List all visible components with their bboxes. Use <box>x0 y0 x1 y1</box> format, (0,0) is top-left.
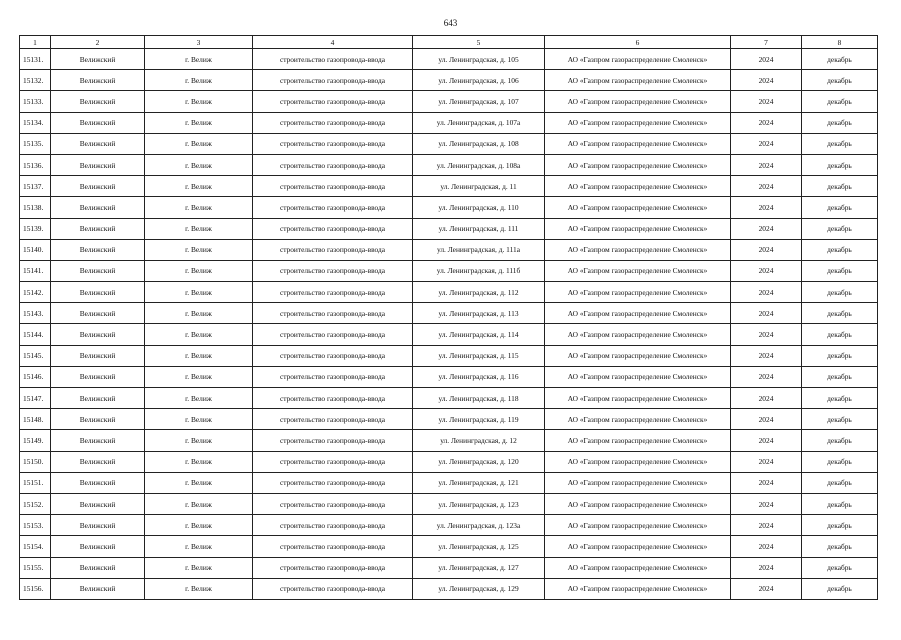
cell-settlement: г. Велиж <box>145 578 253 599</box>
cell-organization: АО «Газпром газораспределение Смоленск» <box>545 324 731 345</box>
cell-settlement: г. Велиж <box>145 493 253 514</box>
cell-district: Велижский <box>51 133 145 154</box>
cell-address: ул. Ленинградская, д. 118 <box>413 388 545 409</box>
cell-address: ул. Ленинградская, д. 120 <box>413 451 545 472</box>
cell-address: ул. Ленинградская, д. 108 <box>413 133 545 154</box>
cell-month: декабрь <box>802 515 878 536</box>
cell-year: 2024 <box>731 303 802 324</box>
cell-district: Велижский <box>51 388 145 409</box>
cell-year: 2024 <box>731 112 802 133</box>
cell-settlement: г. Велиж <box>145 70 253 91</box>
cell-month: декабрь <box>802 366 878 387</box>
table-row <box>20 112 878 133</box>
cell-organization: АО «Газпром газораспределение Смоленск» <box>545 176 731 197</box>
cell-settlement: г. Велиж <box>145 260 253 281</box>
cell-district: Велижский <box>51 451 145 472</box>
cell-year: 2024 <box>731 324 802 345</box>
cell-organization: АО «Газпром газораспределение Смоленск» <box>545 112 731 133</box>
table-body <box>20 49 878 600</box>
cell-district: Велижский <box>51 91 145 112</box>
cell-work-type: строительство газопровода-ввода <box>253 472 413 493</box>
cell-work-type: строительство газопровода-ввода <box>253 557 413 578</box>
cell-organization: АО «Газпром газораспределение Смоленск» <box>545 218 731 239</box>
header-row <box>20 36 878 49</box>
cell-district: Велижский <box>51 409 145 430</box>
cell-organization: АО «Газпром газораспределение Смоленск» <box>545 536 731 557</box>
cell-settlement: г. Велиж <box>145 366 253 387</box>
cell-row-number: 15145. <box>20 345 51 366</box>
cell-work-type: строительство газопровода-ввода <box>253 409 413 430</box>
cell-address: ул. Ленинградская, д. 129 <box>413 578 545 599</box>
column-header-8: 8 <box>802 36 878 49</box>
cell-work-type: строительство газопровода-ввода <box>253 515 413 536</box>
cell-row-number: 15132. <box>20 70 51 91</box>
cell-month: декабрь <box>802 197 878 218</box>
cell-year: 2024 <box>731 239 802 260</box>
table-row <box>20 388 878 409</box>
cell-settlement: г. Велиж <box>145 112 253 133</box>
cell-address: ул. Ленинградская, д. 119 <box>413 409 545 430</box>
cell-row-number: 15143. <box>20 303 51 324</box>
page-number: 643 <box>443 18 458 28</box>
cell-year: 2024 <box>731 366 802 387</box>
cell-address: ул. Ленинградская, д. 123а <box>413 515 545 536</box>
cell-district: Велижский <box>51 303 145 324</box>
cell-month: декабрь <box>802 49 878 70</box>
cell-work-type: строительство газопровода-ввода <box>253 493 413 514</box>
cell-row-number: 15138. <box>20 197 51 218</box>
cell-district: Велижский <box>51 345 145 366</box>
cell-work-type: строительство газопровода-ввода <box>253 451 413 472</box>
table-row <box>20 218 878 239</box>
cell-row-number: 15155. <box>20 557 51 578</box>
cell-address: ул. Ленинградская, д. 114 <box>413 324 545 345</box>
table-row <box>20 366 878 387</box>
cell-settlement: г. Велиж <box>145 49 253 70</box>
cell-district: Велижский <box>51 536 145 557</box>
cell-address: ул. Ленинградская, д. 121 <box>413 472 545 493</box>
cell-row-number: 15135. <box>20 133 51 154</box>
cell-month: декабрь <box>802 218 878 239</box>
cell-month: декабрь <box>802 112 878 133</box>
cell-district: Велижский <box>51 557 145 578</box>
cell-month: декабрь <box>802 409 878 430</box>
cell-year: 2024 <box>731 91 802 112</box>
cell-address: ул. Ленинградская, д. 110 <box>413 197 545 218</box>
cell-month: декабрь <box>802 345 878 366</box>
cell-settlement: г. Велиж <box>145 154 253 175</box>
cell-organization: АО «Газпром газораспределение Смоленск» <box>545 578 731 599</box>
cell-row-number: 15133. <box>20 91 51 112</box>
cell-district: Велижский <box>51 197 145 218</box>
cell-row-number: 15147. <box>20 388 51 409</box>
cell-work-type: строительство газопровода-ввода <box>253 154 413 175</box>
cell-row-number: 15140. <box>20 239 51 260</box>
cell-work-type: строительство газопровода-ввода <box>253 133 413 154</box>
cell-settlement: г. Велиж <box>145 324 253 345</box>
cell-year: 2024 <box>731 409 802 430</box>
cell-work-type: строительство газопровода-ввода <box>253 430 413 451</box>
cell-organization: АО «Газпром газораспределение Смоленск» <box>545 345 731 366</box>
cell-month: декабрь <box>802 176 878 197</box>
data-table <box>19 35 878 600</box>
cell-year: 2024 <box>731 557 802 578</box>
cell-settlement: г. Велиж <box>145 409 253 430</box>
cell-work-type: строительство газопровода-ввода <box>253 578 413 599</box>
cell-settlement: г. Велиж <box>145 472 253 493</box>
cell-work-type: строительство газопровода-ввода <box>253 260 413 281</box>
cell-organization: АО «Газпром газораспределение Смоленск» <box>545 91 731 112</box>
cell-year: 2024 <box>731 260 802 281</box>
cell-work-type: строительство газопровода-ввода <box>253 49 413 70</box>
cell-address: ул. Ленинградская, д. 107а <box>413 112 545 133</box>
column-header-5: 5 <box>413 36 545 49</box>
cell-work-type: строительство газопровода-ввода <box>253 70 413 91</box>
cell-month: декабрь <box>802 536 878 557</box>
cell-address: ул. Ленинградская, д. 115 <box>413 345 545 366</box>
cell-year: 2024 <box>731 388 802 409</box>
table-row <box>20 91 878 112</box>
cell-settlement: г. Велиж <box>145 515 253 536</box>
cell-organization: АО «Газпром газораспределение Смоленск» <box>545 154 731 175</box>
table-row <box>20 239 878 260</box>
cell-row-number: 15153. <box>20 515 51 536</box>
cell-district: Велижский <box>51 430 145 451</box>
cell-work-type: строительство газопровода-ввода <box>253 303 413 324</box>
cell-district: Велижский <box>51 239 145 260</box>
cell-organization: АО «Газпром газораспределение Смоленск» <box>545 472 731 493</box>
table-row <box>20 557 878 578</box>
cell-work-type: строительство газопровода-ввода <box>253 112 413 133</box>
column-header-6: 6 <box>545 36 731 49</box>
cell-address: ул. Ленинградская, д. 107 <box>413 91 545 112</box>
cell-settlement: г. Велиж <box>145 536 253 557</box>
table-row <box>20 345 878 366</box>
cell-address: ул. Ленинградская, д. 127 <box>413 557 545 578</box>
cell-address: ул. Ленинградская, д. 112 <box>413 282 545 303</box>
cell-address: ул. Ленинградская, д. 111а <box>413 239 545 260</box>
column-header-1: 1 <box>20 36 51 49</box>
cell-organization: АО «Газпром газораспределение Смоленск» <box>545 70 731 91</box>
cell-address: ул. Ленинградская, д. 111 <box>413 218 545 239</box>
cell-organization: АО «Газпром газораспределение Смоленск» <box>545 197 731 218</box>
cell-year: 2024 <box>731 218 802 239</box>
cell-year: 2024 <box>731 430 802 451</box>
table-row <box>20 578 878 599</box>
cell-organization: АО «Газпром газораспределение Смоленск» <box>545 557 731 578</box>
cell-address: ул. Ленинградская, д. 125 <box>413 536 545 557</box>
table-row <box>20 451 878 472</box>
cell-year: 2024 <box>731 493 802 514</box>
column-header-4: 4 <box>253 36 413 49</box>
cell-row-number: 15150. <box>20 451 51 472</box>
cell-organization: АО «Газпром газораспределение Смоленск» <box>545 282 731 303</box>
cell-row-number: 15131. <box>20 49 51 70</box>
table-row <box>20 70 878 91</box>
cell-work-type: строительство газопровода-ввода <box>253 536 413 557</box>
cell-work-type: строительство газопровода-ввода <box>253 239 413 260</box>
cell-month: декабрь <box>802 472 878 493</box>
cell-address: ул. Ленинградская, д. 108а <box>413 154 545 175</box>
cell-district: Велижский <box>51 515 145 536</box>
cell-settlement: г. Велиж <box>145 176 253 197</box>
table-row <box>20 260 878 281</box>
table-row <box>20 176 878 197</box>
cell-row-number: 15148. <box>20 409 51 430</box>
cell-year: 2024 <box>731 133 802 154</box>
cell-row-number: 15134. <box>20 112 51 133</box>
cell-row-number: 15136. <box>20 154 51 175</box>
cell-district: Велижский <box>51 260 145 281</box>
cell-settlement: г. Велиж <box>145 282 253 303</box>
cell-year: 2024 <box>731 282 802 303</box>
cell-work-type: строительство газопровода-ввода <box>253 324 413 345</box>
cell-settlement: г. Велиж <box>145 133 253 154</box>
table-row <box>20 282 878 303</box>
cell-row-number: 15146. <box>20 366 51 387</box>
cell-work-type: строительство газопровода-ввода <box>253 91 413 112</box>
table-row <box>20 49 878 70</box>
cell-address: ул. Ленинградская, д. 113 <box>413 303 545 324</box>
cell-row-number: 15152. <box>20 493 51 514</box>
cell-row-number: 15149. <box>20 430 51 451</box>
cell-settlement: г. Велиж <box>145 451 253 472</box>
cell-month: декабрь <box>802 133 878 154</box>
cell-district: Велижский <box>51 49 145 70</box>
column-header-3: 3 <box>145 36 253 49</box>
cell-month: декабрь <box>802 282 878 303</box>
cell-organization: АО «Газпром газораспределение Смоленск» <box>545 388 731 409</box>
cell-address: ул. Ленинградская, д. 116 <box>413 366 545 387</box>
cell-address: ул. Ленинградская, д. 123 <box>413 493 545 514</box>
cell-month: декабрь <box>802 388 878 409</box>
table-row <box>20 472 878 493</box>
cell-address: ул. Ленинградская, д. 106 <box>413 70 545 91</box>
cell-row-number: 15154. <box>20 536 51 557</box>
cell-work-type: строительство газопровода-ввода <box>253 366 413 387</box>
cell-work-type: строительство газопровода-ввода <box>253 197 413 218</box>
cell-year: 2024 <box>731 176 802 197</box>
cell-row-number: 15142. <box>20 282 51 303</box>
cell-district: Велижский <box>51 218 145 239</box>
cell-organization: АО «Газпром газораспределение Смоленск» <box>545 515 731 536</box>
column-header-7: 7 <box>731 36 802 49</box>
cell-month: декабрь <box>802 70 878 91</box>
cell-row-number: 15141. <box>20 260 51 281</box>
cell-settlement: г. Велиж <box>145 218 253 239</box>
cell-month: декабрь <box>802 430 878 451</box>
cell-settlement: г. Велиж <box>145 557 253 578</box>
cell-year: 2024 <box>731 70 802 91</box>
cell-settlement: г. Велиж <box>145 388 253 409</box>
table-row <box>20 133 878 154</box>
cell-work-type: строительство газопровода-ввода <box>253 388 413 409</box>
cell-district: Велижский <box>51 324 145 345</box>
cell-row-number: 15139. <box>20 218 51 239</box>
table-row <box>20 515 878 536</box>
cell-district: Велижский <box>51 176 145 197</box>
cell-address: ул. Ленинградская, д. 105 <box>413 49 545 70</box>
cell-month: декабрь <box>802 303 878 324</box>
cell-year: 2024 <box>731 197 802 218</box>
cell-month: декабрь <box>802 493 878 514</box>
cell-district: Велижский <box>51 493 145 514</box>
cell-month: декабрь <box>802 239 878 260</box>
cell-year: 2024 <box>731 472 802 493</box>
cell-month: декабрь <box>802 324 878 345</box>
cell-year: 2024 <box>731 451 802 472</box>
cell-month: декабрь <box>802 154 878 175</box>
cell-district: Велижский <box>51 472 145 493</box>
cell-year: 2024 <box>731 578 802 599</box>
cell-row-number: 15156. <box>20 578 51 599</box>
cell-district: Велижский <box>51 112 145 133</box>
cell-work-type: строительство газопровода-ввода <box>253 218 413 239</box>
cell-settlement: г. Велиж <box>145 303 253 324</box>
cell-district: Велижский <box>51 282 145 303</box>
cell-settlement: г. Велиж <box>145 91 253 112</box>
cell-year: 2024 <box>731 515 802 536</box>
cell-month: декабрь <box>802 557 878 578</box>
cell-work-type: строительство газопровода-ввода <box>253 176 413 197</box>
cell-row-number: 15144. <box>20 324 51 345</box>
cell-district: Велижский <box>51 154 145 175</box>
cell-settlement: г. Велиж <box>145 345 253 366</box>
cell-settlement: г. Велиж <box>145 197 253 218</box>
table-row <box>20 154 878 175</box>
cell-work-type: строительство газопровода-ввода <box>253 282 413 303</box>
table-row <box>20 430 878 451</box>
cell-organization: АО «Газпром газораспределение Смоленск» <box>545 133 731 154</box>
cell-organization: АО «Газпром газораспределение Смоленск» <box>545 260 731 281</box>
cell-month: декабрь <box>802 91 878 112</box>
cell-year: 2024 <box>731 154 802 175</box>
column-header-2: 2 <box>51 36 145 49</box>
table-row <box>20 303 878 324</box>
cell-month: декабрь <box>802 578 878 599</box>
cell-organization: АО «Газпром газораспределение Смоленск» <box>545 303 731 324</box>
table-row <box>20 493 878 514</box>
cell-settlement: г. Велиж <box>145 239 253 260</box>
cell-organization: АО «Газпром газораспределение Смоленск» <box>545 366 731 387</box>
cell-year: 2024 <box>731 49 802 70</box>
cell-month: декабрь <box>802 260 878 281</box>
cell-district: Велижский <box>51 578 145 599</box>
cell-year: 2024 <box>731 536 802 557</box>
table-row <box>20 409 878 430</box>
cell-address: ул. Ленинградская, д. 111б <box>413 260 545 281</box>
cell-row-number: 15151. <box>20 472 51 493</box>
cell-year: 2024 <box>731 345 802 366</box>
cell-month: декабрь <box>802 451 878 472</box>
cell-organization: АО «Газпром газораспределение Смоленск» <box>545 239 731 260</box>
cell-address: ул. Ленинградская, д. 11 <box>413 176 545 197</box>
cell-address: ул. Ленинградская, д. 12 <box>413 430 545 451</box>
table-row <box>20 536 878 557</box>
cell-district: Велижский <box>51 366 145 387</box>
cell-district: Велижский <box>51 70 145 91</box>
cell-row-number: 15137. <box>20 176 51 197</box>
cell-organization: АО «Газпром газораспределение Смоленск» <box>545 409 731 430</box>
cell-organization: АО «Газпром газораспределение Смоленск» <box>545 451 731 472</box>
table-row <box>20 324 878 345</box>
cell-settlement: г. Велиж <box>145 430 253 451</box>
table-row <box>20 197 878 218</box>
cell-organization: АО «Газпром газораспределение Смоленск» <box>545 49 731 70</box>
cell-work-type: строительство газопровода-ввода <box>253 345 413 366</box>
cell-organization: АО «Газпром газораспределение Смоленск» <box>545 493 731 514</box>
cell-organization: АО «Газпром газораспределение Смоленск» <box>545 430 731 451</box>
